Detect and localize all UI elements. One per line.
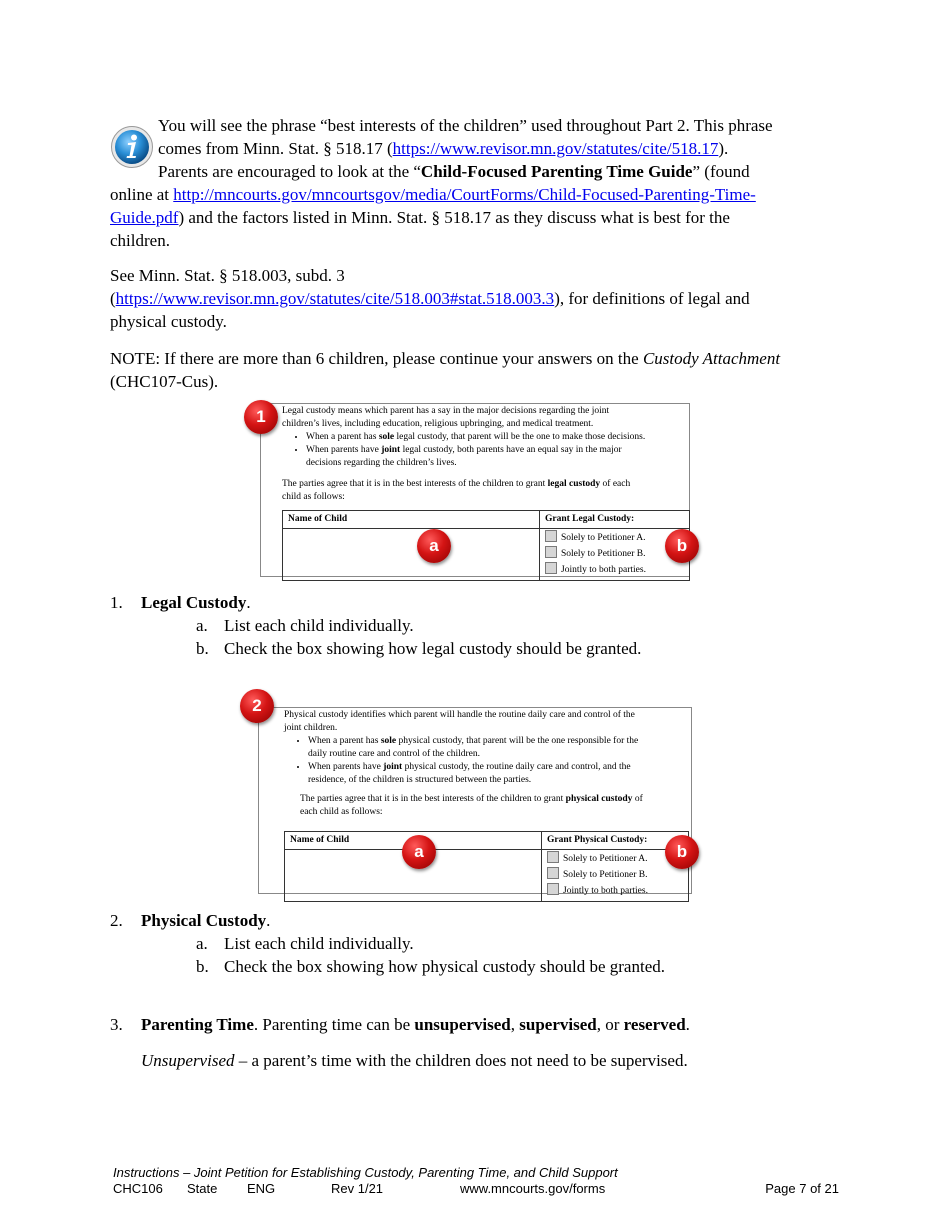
fig2-option-petitioner-a[interactable]: Solely to Petitioner A. [547,851,683,867]
footer-language: ENG [247,1181,276,1196]
fig1-col-grant-legal: Grant Legal Custody: [540,511,690,529]
checkbox-icon[interactable] [547,883,559,895]
item-3-parenting-time: 3. Parenting Time. Parenting time can be unsupervised, supervised, or reserved. [110,1015,690,1034]
fig2-agree-line-2: each child as follows: [300,807,383,817]
note-line-2: (CHC107-Cus). [110,372,219,391]
fig1-option-joint[interactable]: Jointly to both parties. [545,562,684,578]
see-line-3: physical custody. [110,312,227,331]
fig1-badge-b: b [665,529,699,563]
item-1-step-b: b. Check the box showing how legal custody should be granted. [196,639,642,658]
item-1-legal-custody: 1. Legal Custody. a. List each child individually. b. Check the box showing how legal custody should be granted. [110,591,850,660]
checkbox-icon[interactable] [547,867,559,879]
item-1-title: Legal Custody [141,593,247,612]
item-2-step-a: a. List each child individually. [196,934,414,953]
intro-line-3: Parents are encouraged to look at the “Child-Focused Parenting Time Guide” (found [158,162,750,181]
item-3-number: 3. [110,1015,123,1034]
footer-revision: Rev 1/21 [331,1181,384,1196]
fig1-text-line-2: children’s lives, including education, religious upbringing, and medical treatment. [282,419,594,429]
intro-line-4: online at http://mncourts.gov/mncourtsgov/media/CourtForms/Child-Focused-Parenting-Time- [110,185,756,204]
page-footer [113,1165,839,1199]
statute-518-003-link[interactable]: https://www.revisor.mn.gov/statutes/cite/518.003#stat.518.003.3 [115,289,555,308]
checkbox-icon[interactable] [545,530,557,542]
checkbox-icon[interactable] [547,851,559,863]
fig1-custody-table [282,510,690,581]
physical-custody-form-excerpt [258,707,692,894]
checkbox-icon[interactable] [545,546,557,558]
item-1-step-a: a. List each child individually. [196,616,414,635]
footer-state: State [187,1181,218,1196]
fig2-bullet-joint: • When parents have joint physical custody, the routine daily care and control, and the residence, of the children is structured between the parties. [308,761,689,787]
fig2-text-line-1: Physical custody identifies which parent will handle the routine daily care and control of the [284,710,635,720]
intro-line-1: You will see the phrase “best interests of the children” used throughout Part 2. This phrase [158,116,773,135]
fig1-option-petitioner-a[interactable]: Solely to Petitioner A. [545,530,684,546]
note-line-1: NOTE: If there are more than 6 children, please continue your answers on the Custody Attachment [110,349,781,368]
fig1-child-name-cell[interactable] [283,529,540,581]
footer-page-number: Page 7 of 21 [765,1181,839,1196]
item-1-number: 1. [110,593,123,612]
fig1-bullet-sole: • When a parent has sole legal custody, that parent will be the one to make those decisions. [306,431,687,444]
intro-line-6: children. [110,231,170,250]
fig2-text-line-2: joint children. [284,723,338,733]
fig2-number-badge: 2 [240,689,274,723]
item-2-number: 2. [110,911,123,930]
fig2-col-name-of-child: Name of Child [285,832,542,850]
fig2-agree-line: The parties agree that it is in the best interests of the children to grant physical custody of [300,794,643,804]
intro-line-2: comes from Minn. Stat. § 518.17 (https://www.revisor.mn.gov/statutes/cite/518.17). [158,139,729,158]
fig2-bullet-sole: • When a parent has sole physical custody, that parent will be the one responsible for the daily routine care and control of the children. [308,735,689,761]
fig1-agree-line: The parties agree that it is in the best interests of the children to grant legal custody of each [282,479,631,489]
see-line-2: (https://www.revisor.mn.gov/statutes/cite/518.003#stat.518.003.3), for definitions of legal and [110,289,750,308]
item-3-title: Parenting Time [141,1015,254,1034]
fig2-col-grant-physical: Grant Physical Custody: [542,832,689,850]
intro-line-5: Guide.pdf) and the factors listed in Minn. Stat. § 518.17 as they discuss what is best for the [110,208,730,227]
fig1-agree-line-2: child as follows: [282,492,345,502]
fig1-badge-a: a [417,529,451,563]
fig2-option-joint[interactable]: Jointly to both parties. [547,883,683,899]
parenting-guide-link-cont[interactable]: Guide.pdf [110,208,179,227]
fig2-badge-a: a [402,835,436,869]
item-2-step-b: b. Check the box showing how physical custody should be granted. [196,957,665,976]
footer-form-code: CHC106 [113,1181,163,1196]
fig1-option-petitioner-b[interactable]: Solely to Petitioner B. [545,546,684,562]
fig2-badge-b: b [665,835,699,869]
fig1-text-line-1: Legal custody means which parent has a say in the major decisions regarding the joint [282,406,610,416]
fig1-bullet-joint: • When parents have joint legal custody, both parents have an equal say in the major decisions regarding the children’s lives. [306,444,687,470]
see-line-1: See Minn. Stat. § 518.003, subd. 3 [110,266,345,285]
checkbox-icon[interactable] [545,562,557,574]
intro-paragraph [110,114,850,252]
legal-custody-form-excerpt [260,403,690,577]
statute-518-17-link[interactable]: https://www.revisor.mn.gov/statutes/cite/518.17 [392,139,719,158]
fig1-number-badge: 1 [244,400,278,434]
parenting-guide-link[interactable]: http://mncourts.gov/mncourtsgov/media/CourtForms/Child-Focused-Parenting-Time- [173,185,756,204]
item-2-physical-custody: 2. Physical Custody. a. List each child individually. b. Check the box showing how physical custody should be granted. [110,909,850,978]
see-statute-paragraph [110,264,850,333]
unsupervised-definition: Unsupervised – a parent’s time with the children does not need to be supervised. [141,1051,688,1070]
fig2-custody-table [284,831,689,902]
fig1-col-name-of-child: Name of Child [283,511,540,529]
note-paragraph [110,347,850,393]
item-2-title: Physical Custody [141,911,267,930]
fig2-option-petitioner-b[interactable]: Solely to Petitioner B. [547,867,683,883]
footer-title: Instructions – Joint Petition for Establishing Custody, Parenting Time, and Child Support [113,1165,618,1180]
footer-url: www.mncourts.gov/forms [460,1181,606,1196]
